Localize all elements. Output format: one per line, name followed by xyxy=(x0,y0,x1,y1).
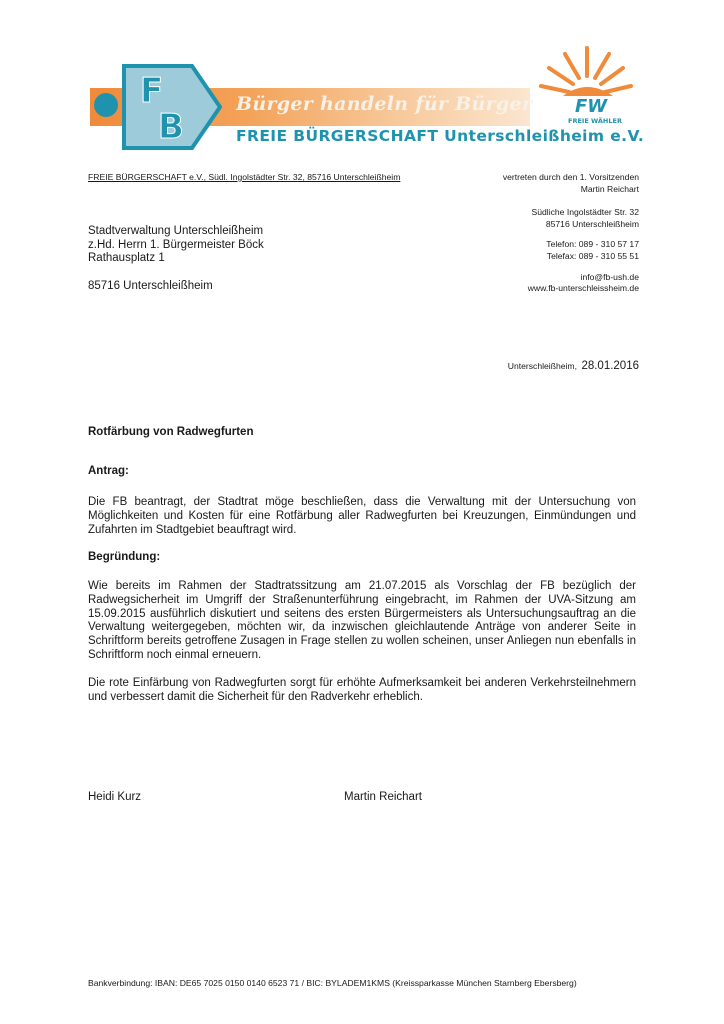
contact-block xyxy=(503,172,639,295)
begruendung-paragraph-1: Wie bereits im Rahmen der Stadtratssitzung am 21.07.2015 als Vorschlag der FB bezüglich der Radwegsicherheit im Umgriff der Straßenunterführung eingebracht, im Rahmen der UVA-Sitzung am 15.09.2015 ausführlich diskutiert und seitens des ersten Bürgermeisters als Untersuchungsauftrag an die Verwaltung weitergegeben, möchten wir, da inzwischen gleichlautende Anträge von anderer Seite in Schriftform bereits getroffene Zusagen in Frage stellen zu wollen scheinen, unser Anliegen nun ebenfalls in Schriftform noch einmal erneuern. xyxy=(88,580,636,661)
logo-letter-b: B xyxy=(158,107,184,147)
sender-address-line: FREIE BÜRGERSCHAFT e.V., Südl. Ingolstädter Str. 32, 85716 Unterschleißheim xyxy=(88,172,401,182)
recipient-line-4: 85716 Unterschleißheim xyxy=(88,279,213,292)
antrag-text: Die FB beantragt, der Stadtrat möge beschließen, dass die Verwaltung mit der Untersuchung von Möglichkeiten und Kosten für eine Rotfärbung aller Radwegfurten bei Kreuzungen, Einmündungen und Zufahrten im Stadtgebiet beauftragt wird. xyxy=(88,496,636,536)
contact-represented: vertreten durch den 1. Vorsitzenden xyxy=(502,172,639,182)
date-place: Unterschleißheim, xyxy=(507,361,577,371)
fb-logo xyxy=(92,64,222,150)
begruendung-heading: Begründung: xyxy=(88,551,161,563)
recipient-line-3: Rathausplatz 1 xyxy=(88,252,165,265)
slogan: Bürger handeln für Bürger xyxy=(236,93,533,115)
recipient-address xyxy=(88,225,264,294)
sun-rays-icon xyxy=(541,48,631,92)
begruendung-paragraph-2: Die rote Einfärbung von Radwegfurten sorgt für erhöhte Aufmerksamkeit bei anderen Verkehrsteilnehmern und verbessert damit die Sicherheit für den Radverkehr erheblich. xyxy=(88,677,636,703)
signature-right: Martin Reichart xyxy=(344,791,422,803)
contact-name: Martin Reichart xyxy=(580,183,639,194)
fw-logo-text: FW xyxy=(575,96,608,117)
contact-fax: Telefax: 089 - 310 55 51 xyxy=(546,250,639,261)
antrag-heading: Antrag: xyxy=(88,465,129,477)
signature-left: Heidi Kurz xyxy=(88,791,142,803)
footer-bank-details: Bankverbindung: IBAN: DE65 7025 0150 0140 6523 71 / BIC: BYLADEM1KMS (Kreissparkasse München Starnberg Ebersberg) xyxy=(88,978,577,988)
contact-city: 85716 Unterschleißheim xyxy=(545,218,639,229)
organization-name: FREIE BÜRGERSCHAFT Unterschleißheim e.V. xyxy=(236,127,645,145)
recipient-line-2: z.Hd. Herrn 1. Bürgermeister Böck xyxy=(88,238,264,251)
logo-circle-icon xyxy=(94,93,118,117)
date-value: 28.01.2016 xyxy=(581,360,639,372)
contact-email: info@fb-ush.de xyxy=(580,271,639,282)
contact-web: www.fb-unterschleissheim.de xyxy=(527,283,639,294)
fw-logo-subtext: FREIE WÄHLER xyxy=(568,117,622,125)
fw-logo xyxy=(535,42,635,126)
recipient-line-1: Stadtverwaltung Unterschleißheim xyxy=(88,225,264,237)
contact-street: Südliche Ingolstädter Str. 32 xyxy=(531,207,639,218)
contact-phone: Telefon: 089 - 310 57 17 xyxy=(546,239,639,250)
subject-line: Rotfärbung von Radwegfurten xyxy=(88,426,254,438)
logo-letter-f: F xyxy=(140,71,164,111)
date-line xyxy=(508,356,639,374)
